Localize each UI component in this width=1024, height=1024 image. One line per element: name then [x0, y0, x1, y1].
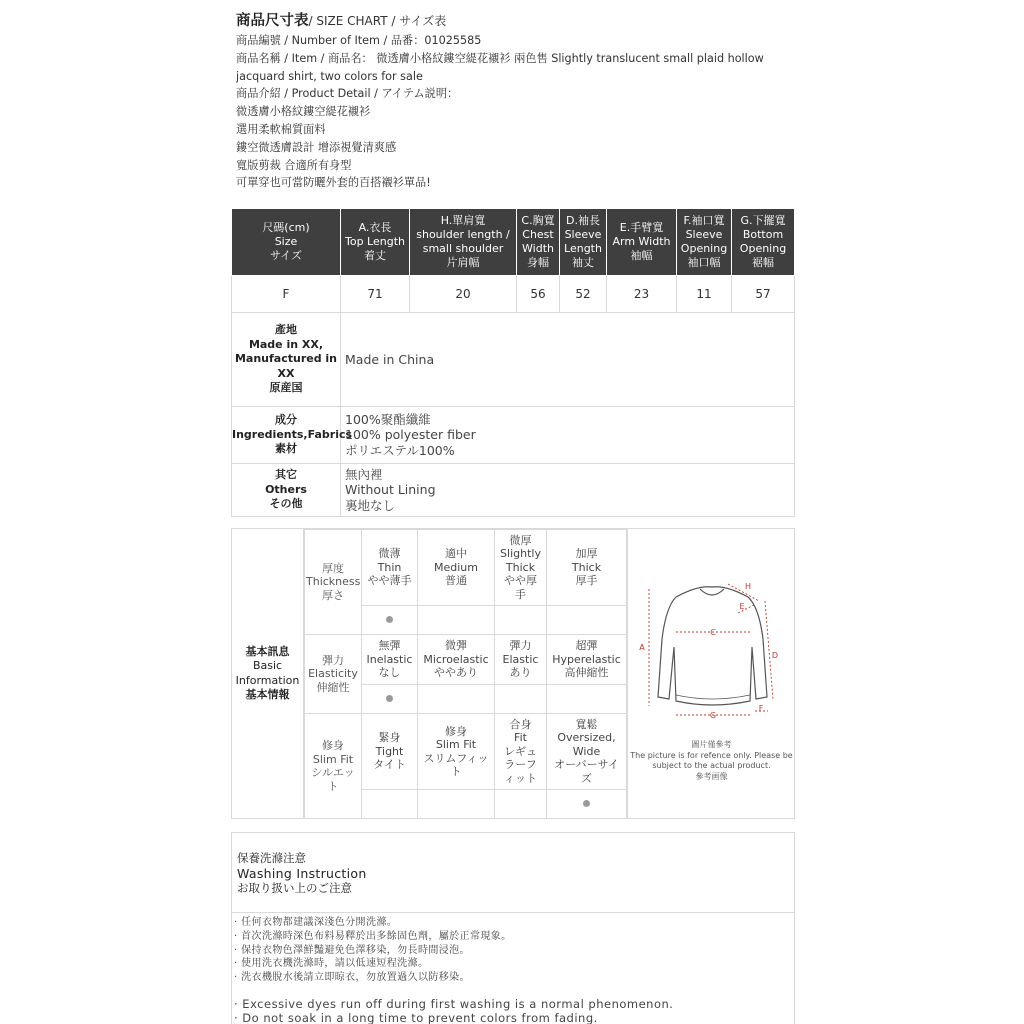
fit-marker-cell	[418, 790, 495, 819]
header-chest-width: C.胸寬 Chest Width 身幅	[517, 209, 560, 276]
thickness-option: 微厚 Slightly Thick やや厚 手	[495, 530, 547, 606]
header-size: 尺碼(cm) Size サイズ	[232, 209, 341, 276]
fit-option: 合身 Fit レギュ ラーフ ィット	[495, 714, 547, 790]
origin-label: 產地 Made in XX, Manufactured in XX 原産国	[232, 313, 341, 407]
header-shoulder-length: H.單肩寬 shoulder length / small shoulder 片肩幅	[410, 209, 517, 276]
sleeve-length-value: 52	[560, 276, 607, 313]
fit-marker-cell	[547, 790, 627, 819]
elasticity-marker-cell	[547, 685, 627, 714]
size-chart-title	[236, 10, 796, 32]
product-detail-label: 商品介紹 / Product Detail / アイテム説明：	[236, 87, 459, 101]
size-table-header-row	[232, 209, 795, 276]
figure-caption: 圖片僅參考 The picture is for refence only. Please be subject to the actual product. 參考画像	[630, 740, 793, 781]
washing-note-en: · Do not soak in a long time to prevent colors from fading.	[234, 1010, 598, 1024]
basic-info-table	[304, 529, 627, 819]
item-number: 商品編號 / Number of Item / 品番：01025585	[236, 34, 482, 47]
washing-note-en: · Excessive dyes run off during first washing is a normal phenomenon.	[234, 996, 674, 1011]
washing-note: · 任何衣物都建議深淺色分開洗滌。	[234, 917, 398, 928]
header-sleeve-length: D.袖長 Sleeve Length 袖丈	[560, 209, 607, 276]
size-value: F	[232, 276, 341, 313]
others-row	[232, 464, 795, 517]
others-value: 無內裡 Without Lining 裏地なし	[341, 464, 795, 517]
elasticity-option: 微彈 Microelastic ややあり	[418, 635, 495, 685]
selected-dot	[583, 800, 590, 807]
label-h: H	[744, 582, 752, 591]
elasticity-row	[305, 635, 627, 685]
bottom-opening-value: 57	[732, 276, 795, 313]
basic-info-panel	[231, 528, 795, 819]
header-arm-width: E.手臂寬 Arm Width 袖幅	[607, 209, 677, 276]
measurement-figure	[627, 529, 794, 818]
sleeve-opening-value: 11	[677, 276, 732, 313]
origin-value: Made in China	[341, 313, 795, 407]
label-c: C	[710, 628, 716, 637]
fit-label: 修身 Slim Fit シルエッ ト	[305, 714, 362, 819]
detail-line: 鏤空微透膚設計 增添視覺清爽感	[236, 140, 397, 154]
label-g: G	[709, 711, 717, 720]
elasticity-option: 無彈 Inelastic なし	[362, 635, 418, 685]
header-sleeve-opening: F.袖口寬 Sleeve Opening 袖口幅	[677, 209, 732, 276]
elasticity-marker-cell	[418, 685, 495, 714]
ingredients-value: 100%聚酯纖維 100% polyester fiber ポリエステル100%	[341, 407, 795, 464]
thickness-row	[305, 530, 627, 606]
washing-notes	[234, 916, 792, 1024]
top-length-value: 71	[341, 276, 410, 313]
fit-row	[305, 714, 627, 790]
label-d: D	[771, 651, 779, 660]
others-label: 其它 Others その他	[232, 464, 341, 517]
label-a: A	[639, 643, 645, 652]
washing-heading	[232, 833, 794, 913]
basic-info-label: 基本訊息 Basic Information 基本情報	[232, 529, 304, 818]
ingredients-row	[232, 407, 795, 464]
elasticity-option: 超彈 Hyperelastic 高伸縮性	[547, 635, 627, 685]
thickness-marker-cell	[495, 606, 547, 635]
selected-dot	[386, 616, 393, 623]
elasticity-option: 彈力 Elastic あり	[495, 635, 547, 685]
thickness-marker-cell	[547, 606, 627, 635]
thickness-label: 厚度 Thickness 厚さ	[305, 530, 362, 635]
shoulder-length-value: 20	[410, 276, 517, 313]
washing-title-zh: 保養洗滌注意	[237, 851, 306, 865]
product-intro	[236, 10, 796, 192]
fit-option: 修身 Slim Fit スリムフィッ ト	[418, 714, 495, 790]
elasticity-marker-cell	[362, 685, 418, 714]
measure-line-h	[728, 584, 759, 601]
washing-instruction-panel	[231, 832, 795, 1024]
header-bottom-opening: G.下擺寬 Bottom Opening 裾幅	[732, 209, 795, 276]
size-chart-title-bold: 商品尺寸表	[236, 13, 309, 29]
fit-marker-cell	[495, 790, 547, 819]
thickness-option: 微薄 Thin やや薄手	[362, 530, 418, 606]
thickness-marker-cell	[362, 606, 418, 635]
detail-line: 可單穿也可當防曬外套的百搭襯衫單品!	[236, 176, 431, 190]
washing-title-en: Washing Instruction	[237, 866, 367, 881]
elasticity-label: 彈力 Elasticity 伸縮性	[305, 635, 362, 714]
fit-option: 寬鬆 Oversized, Wide オーバーサイ ズ	[547, 714, 627, 790]
washing-note: · 保持衣物色澤鮮豔避免色澤移染，勿長時間浸泡。	[234, 944, 470, 956]
item-name: 商品名稱 / Item / 商品名： 微透膚小格紋鏤空緹花襯衫 兩色售 Slightly translucent small plaid hollow jacquard shirt, two colors for sale	[236, 51, 764, 83]
header-top-length: A.衣長 Top Length 着丈	[341, 209, 410, 276]
label-e: E	[739, 602, 745, 611]
washing-note: · 洗衣機脫水後請立即晾衣，勿放置過久以防移染。	[234, 972, 470, 984]
arm-width-value: 23	[607, 276, 677, 313]
size-chart-title-rest: / SIZE CHART / サイズ表	[308, 14, 447, 28]
thickness-option: 適中 Medium 普通	[418, 530, 495, 606]
detail-line: 微透膚小格紋鏤空緹花襯衫	[236, 105, 371, 119]
shirt-diagram	[628, 529, 795, 734]
selected-dot	[386, 695, 393, 702]
washing-note: · 首次洗滌時深色布料易釋於出多餘固色劑，屬於正常現象。	[234, 930, 512, 942]
thickness-marker-cell	[418, 606, 495, 635]
size-values-row	[232, 276, 795, 313]
ingredients-label: 成分 Ingredients,Fabrics 素材	[232, 407, 341, 464]
origin-row	[232, 313, 795, 407]
fit-marker-cell	[362, 790, 418, 819]
fit-option: 緊身 Tight タイト	[362, 714, 418, 790]
detail-line: 選用柔軟棉質面料	[236, 122, 326, 136]
label-f: F	[758, 704, 764, 713]
measure-lines	[649, 584, 773, 715]
detail-line: 寬版剪裁 合適所有身型	[236, 158, 352, 172]
elasticity-marker-cell	[495, 685, 547, 714]
size-table	[231, 208, 795, 517]
chest-width-value: 56	[517, 276, 560, 313]
washing-title-jp: お取り扱い上のご注意	[237, 881, 352, 895]
thickness-option: 加厚 Thick 厚手	[547, 530, 627, 606]
washing-note: · 使用洗衣機洗滌時，請以低速短程洗滌。	[234, 958, 429, 970]
